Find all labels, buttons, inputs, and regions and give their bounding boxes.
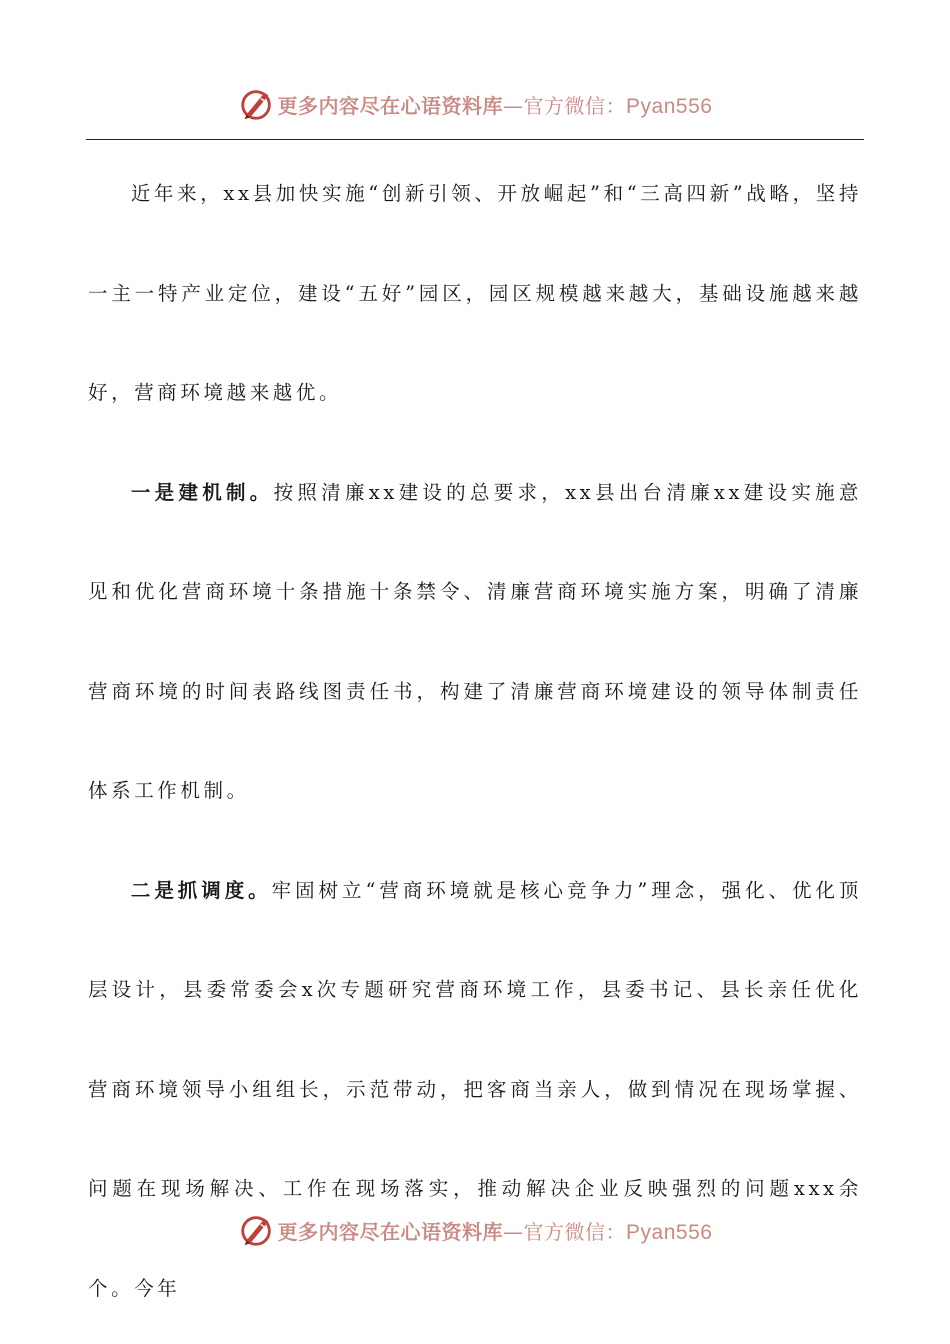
header-rule	[86, 139, 864, 140]
pen-logo-icon	[238, 85, 276, 123]
intro-paragraph: 近年来，xx县加快实施“创新引领、开放崛起”和“三高四新”战略，坚持一主一特产业定位，建设“五好”园区，园区规模越来越大，基础设施越来越好，营商环境越来越优。	[88, 182, 862, 404]
dispatch-heading: 二是抓调度。	[130, 878, 272, 902]
mechanism-heading: 一是建机制。	[130, 480, 274, 504]
dispatch-paragraph: 二是抓调度。牢固树立“营商环境就是核心竞争力”理念，强化、优化顶层设计，县委常委会x次专题研究营商环境工作，县委书记、县长亲任优化营商环境领导小组组长，示范带动，把客商当亲人，做到情况在现场掌握、问题在现场解决、工作在现场落实，推动解决企业反映强烈的问题xxx余个。今年	[88, 878, 862, 1300]
footer-watermark	[0, 1210, 950, 1250]
mechanism-paragraph: 一是建机制。按照清廉xx建设的总要求，xx县出台清廉xx建设实施意见和优化营商环境十条措施十条禁令、清廉营商环境实施方案，明确了清廉营商环境的时间表路线图责任书，构建了清廉营商环境建设的领导体制责任体系工作机制。	[88, 480, 862, 802]
document-body	[88, 144, 862, 1338]
pen-logo-icon	[238, 1211, 276, 1249]
watermark-text: 更多内容尽在心语资料库—官方微信：Pyan556	[277, 1219, 713, 1244]
watermark-text: 更多内容尽在心语资料库—官方微信：Pyan556	[277, 93, 713, 118]
header-watermark	[0, 84, 950, 124]
